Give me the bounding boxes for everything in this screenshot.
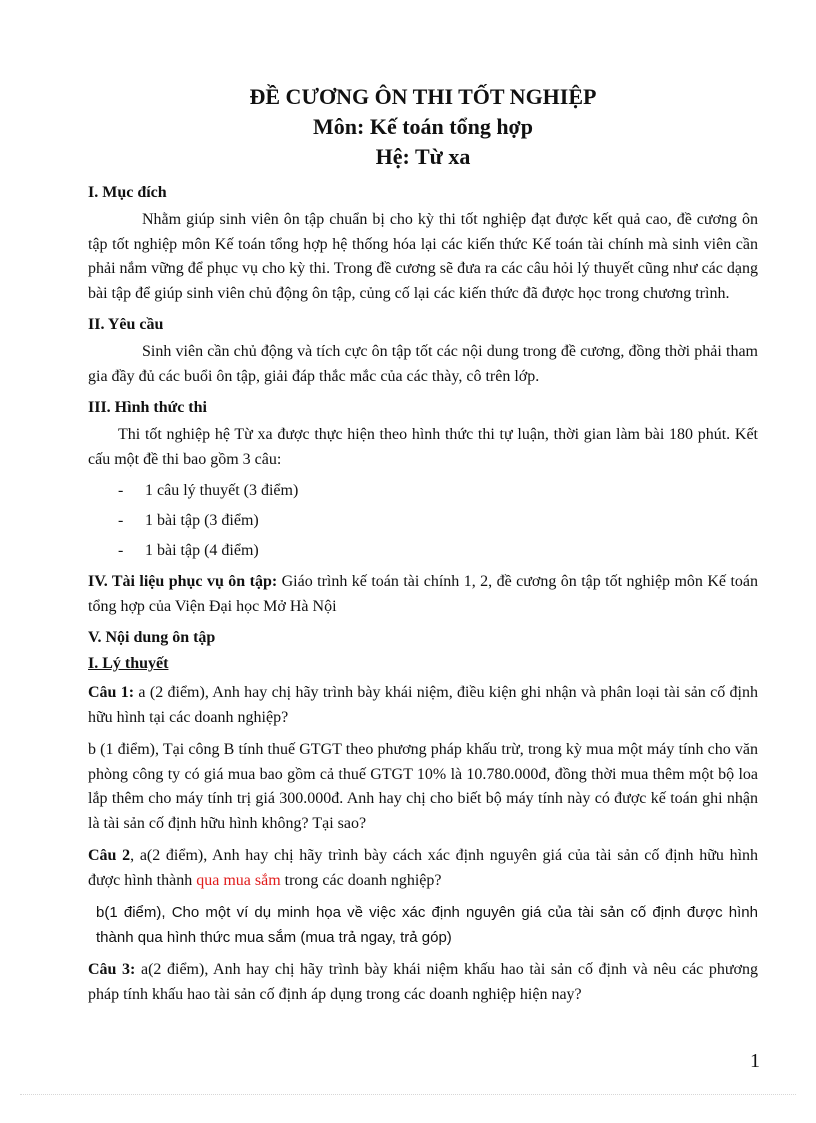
list-item-text: 1 bài tập (3 điểm) xyxy=(145,512,259,529)
list-item xyxy=(88,540,758,562)
question-2-label: Câu 2 xyxy=(88,847,131,864)
question-2a-highlight: qua mua sắm xyxy=(196,871,281,889)
section-materials-text: Giáo trình kế toán tài chính 1, 2, đề cương ôn tập tốt nghiệp môn Kế toán tổng hợp của Viện Đại học Mở Hà Nội xyxy=(88,573,758,615)
question-2b: b(1 điểm), Cho một ví dụ minh họa về việc xác định nguyên giá của tài sản cố định được hình thành qua hình thức mua sắm (mua trả ngay, trả góp) xyxy=(96,904,758,946)
section-content-heading: V. Nội dung ôn tập xyxy=(88,629,216,646)
list-item xyxy=(88,510,758,532)
section-exam-format-text: Thi tốt nghiệp hệ Từ xa được thực hiện theo hình thức thi tự luận, thời gian làm bài 180 phút. Kết cấu một đề thi bao gồm 3 câu: xyxy=(88,426,758,468)
page-separator xyxy=(20,1094,796,1095)
bullet-dash: - xyxy=(118,482,124,499)
question-3-label: Câu 3: xyxy=(88,961,136,978)
section-purpose-heading: I. Mục đích xyxy=(88,184,167,201)
question-3a xyxy=(88,958,758,1007)
doc-title: ĐỀ CƯƠNG ÔN THI TỐT NGHIỆP xyxy=(249,84,597,109)
section-purpose-text: Nhằm giúp sinh viên ôn tập chuẩn bị cho kỳ thi tốt nghiệp đạt được kết quả cao, đề cương ôn tập tốt nghiệp môn Kế toán tổng hợp hệ thống hóa lại các kiến thức Kế toán tài chính mà sinh viên cần phải nắm vững để phục vụ cho kỳ thi. Trong đề cương sẽ đưa ra các câu hỏi lý thuyết cũng như các dạng bài tập để giúp sinh viên chủ động ôn tập, củng cố lại các kiến thức đã được học trong chương trình. xyxy=(88,211,758,302)
list-item-text: 1 câu lý thuyết (3 điểm) xyxy=(145,482,299,499)
question-1b: b (1 điểm), Tại công B tính thuế GTGT theo phương pháp khấu trừ, trong kỳ mua một máy tính cho văn phòng công ty có giá mua bao gồm cả thuế GTGT 10% là 10.780.000đ, đồng thời mua thêm một bộ loa lắp thêm cho máy tính trị giá 300.000đ. Anh hay chị cho biết bộ máy tính này có được kế toán ghi nhận là tài sản cố định hữu hình không? Tại sao? xyxy=(88,741,758,832)
section-materials-label: IV. Tài liệu phục vụ ôn tập: xyxy=(88,573,278,590)
bullet-dash: - xyxy=(118,512,124,529)
list-item xyxy=(88,480,758,502)
doc-program: Hệ: Từ xa xyxy=(375,144,471,169)
section-materials xyxy=(88,570,758,619)
theory-subheading: I. Lý thuyết xyxy=(88,655,169,672)
section-exam-format-heading: III. Hình thức thi xyxy=(88,399,207,416)
section-requirements-text: Sinh viên cần chủ động và tích cực ôn tập tốt các nội dung trong đề cương, đồng thời phải tham gia đầy đủ các buổi ôn tập, giải đáp thắc mắc của các thày, cô trên lớp. xyxy=(88,343,758,385)
question-1a-text: a (2 điểm), Anh hay chị hãy trình bày khái niệm, điều kiện ghi nhận và phân loại tài sản cố định hữu hình tại các doanh nghiệp? xyxy=(88,684,759,726)
question-2a-text-end: trong các doanh nghiệp? xyxy=(280,871,442,889)
section-requirements-heading: II. Yêu cầu xyxy=(88,316,164,333)
question-2a-text: , a(2 điểm), Anh hay chị hãy trình bày cách xác định nguyên giá của tài sản cố định hữu hình được hình thành xyxy=(88,847,759,889)
bullet-dash: - xyxy=(118,542,124,559)
list-item-text: 1 bài tập (4 điểm) xyxy=(145,542,259,559)
question-1a xyxy=(88,681,758,730)
question-1-label: Câu 1: xyxy=(88,684,135,701)
question-2a xyxy=(88,844,758,893)
document-page xyxy=(88,80,758,1015)
exam-structure-list xyxy=(88,480,758,562)
doc-subject: Môn: Kế toán tổng hợp xyxy=(313,114,533,139)
question-3a-text: a(2 điểm), Anh hay chị hãy trình bày khái niệm khấu hao tài sản cố định và nêu các phương pháp tính khấu hao tài sản cố định áp dụng trong các doanh nghiệp hiện nay? xyxy=(88,961,758,1003)
page-number: 1 xyxy=(750,1050,760,1072)
